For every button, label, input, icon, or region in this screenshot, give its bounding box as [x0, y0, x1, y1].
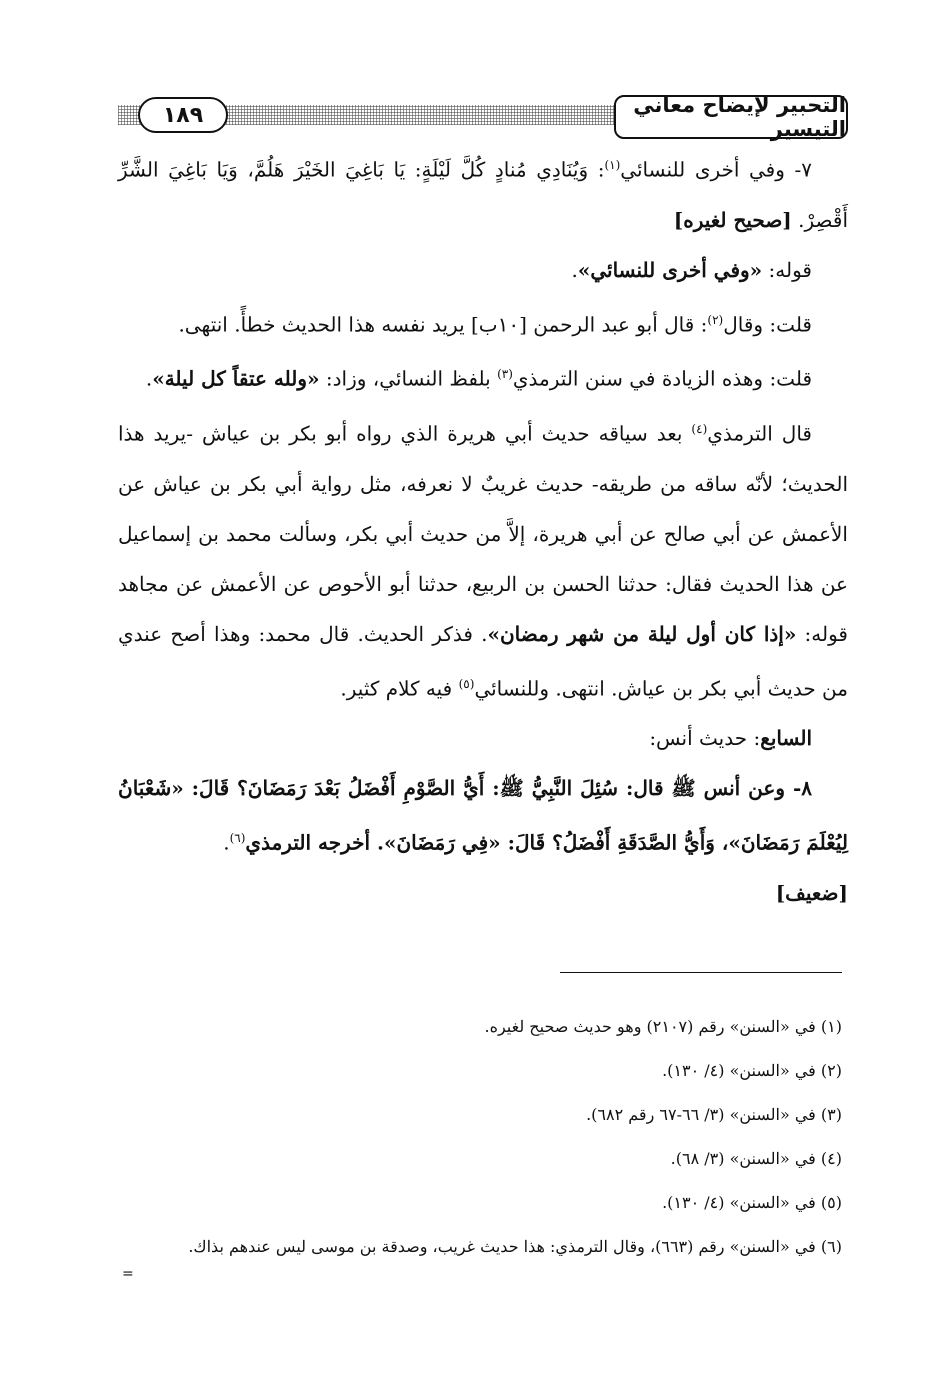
- footnote-4: (٤) في «السنن» (٣/ ٦٨).: [670, 1149, 842, 1168]
- footnote-ref: (١): [604, 158, 621, 172]
- footnote-2: (٢) في «السنن» (٤/ ١٣٠).: [662, 1061, 842, 1080]
- paragraph-tirmidhi: قال الترمذي$^{(٤)}$ بعد سياقه حديث أبي هريرة الذي رواه أبو بكر بن عياش -يريد هذا الحديث؛ لأنّه ساقه من طريقه- حديث غريبٌ لا نعرفه، مثل رواية أبي بكر بن عياش عن الأعمش عن أبي صالح عن أبي هريرة، إلاَّ من حديث أبي بكر، وسألت محمد بن إسماعيل عن هذا الحديث فقال: حدثنا الحسن بن الربيع، حدثنا أبو الأحوص عن الأعمش عن مجاهد قوله: «إذا كان أول ليلة من شهر رمضان». فذكر الحديث. قال محمد: وهذا أصح عندي من حديث أبي بكر بن عياش. انتهى. وللنسائي$^{(٥)}$ فيه كلام كثير.: [118, 421, 848, 701]
- footnote-ref: (٤): [691, 421, 708, 436]
- footnote-ref: (٣): [497, 367, 513, 382]
- footnote-5: (٥) في «السنن» (٤/ ١٣٠).: [662, 1193, 842, 1212]
- footnote-ref: (٥): [458, 676, 475, 691]
- footnotes: [118, 1005, 842, 1269]
- paragraph-seventh: السابع: حديث أنس:: [649, 726, 812, 751]
- main-text: [118, 140, 848, 918]
- page-header: [118, 93, 848, 141]
- footnote-6: (٦) في «السنن» رقم (٦٦٣)، وقال الترمذي: هذا حديث غريب، وصدقة بن موسى ليس عندهم بذاك.: [188, 1237, 842, 1256]
- paragraph-note-1: قلت: وقال$^{(٢)}$: قال أبو عبد الرحمن [١٠ب] يريد نفسه هذا الحديث خطأً. انتهى.: [178, 312, 812, 337]
- grade-label: [صحيح لغيره]: [673, 207, 792, 232]
- paragraph-hadith-7: ٧- وفي أخرى للنسائي$^{(١)}$: وَيُنَادِي مُنادٍ كُلَّ لَيْلَةٍ: يَا بَاغِيَ الخَيْرَ هَلُمَّ، وَيَا بَاغِيَ الشَّرِّ أَقْصِرْ. [صحيح لغيره]: [118, 157, 848, 232]
- book-title: التحبير لإيضاح معاني التيسير: [614, 95, 848, 139]
- footnote-ref: (٢): [707, 312, 724, 327]
- paragraph-hadith-8: ٨- وعن أنس ﷺ قال: سُئِلَ النَّبِيُّ ﷺ: أَيُّ الصَّوْمِ أَفْضَلُ بَعْدَ رَمَضَانَ؟ قَالَ: «شَعْبَانُ لِيُعْلَمَ رَمَضَانَ»، وَأَيُّ الصَّدَقَةِ أَفْضَلُ؟ قَالَ: «فِي رَمَضَانَ». أخرجه الترمذي$^{(٦)}$.: [118, 776, 848, 855]
- page-number: ١٨٩: [138, 97, 228, 133]
- footnote-divider: [560, 972, 842, 973]
- continuation-mark: =: [122, 1266, 134, 1282]
- grade-label: [ضعيف]: [775, 880, 848, 905]
- footnote-1: (١) في «السنن» رقم (٢١٠٧) وهو حديث صحيح لغيره.: [484, 1017, 842, 1036]
- paragraph-quote: قوله: «وفي أخرى للنسائي».: [571, 257, 812, 282]
- footnote-ref: (٦): [229, 831, 246, 846]
- paragraph-grade: [118, 868, 848, 918]
- footnote-3: (٣) في «السنن» (٣/ ٦٦-٦٧ رقم ٦٨٢).: [586, 1105, 842, 1124]
- paragraph-note-2: قلت: وهذه الزيادة في سنن الترمذي$^{(٣)}$ بلفظ النسائي، وزاد: «ولله عتقاً كل ليلة».: [145, 366, 812, 391]
